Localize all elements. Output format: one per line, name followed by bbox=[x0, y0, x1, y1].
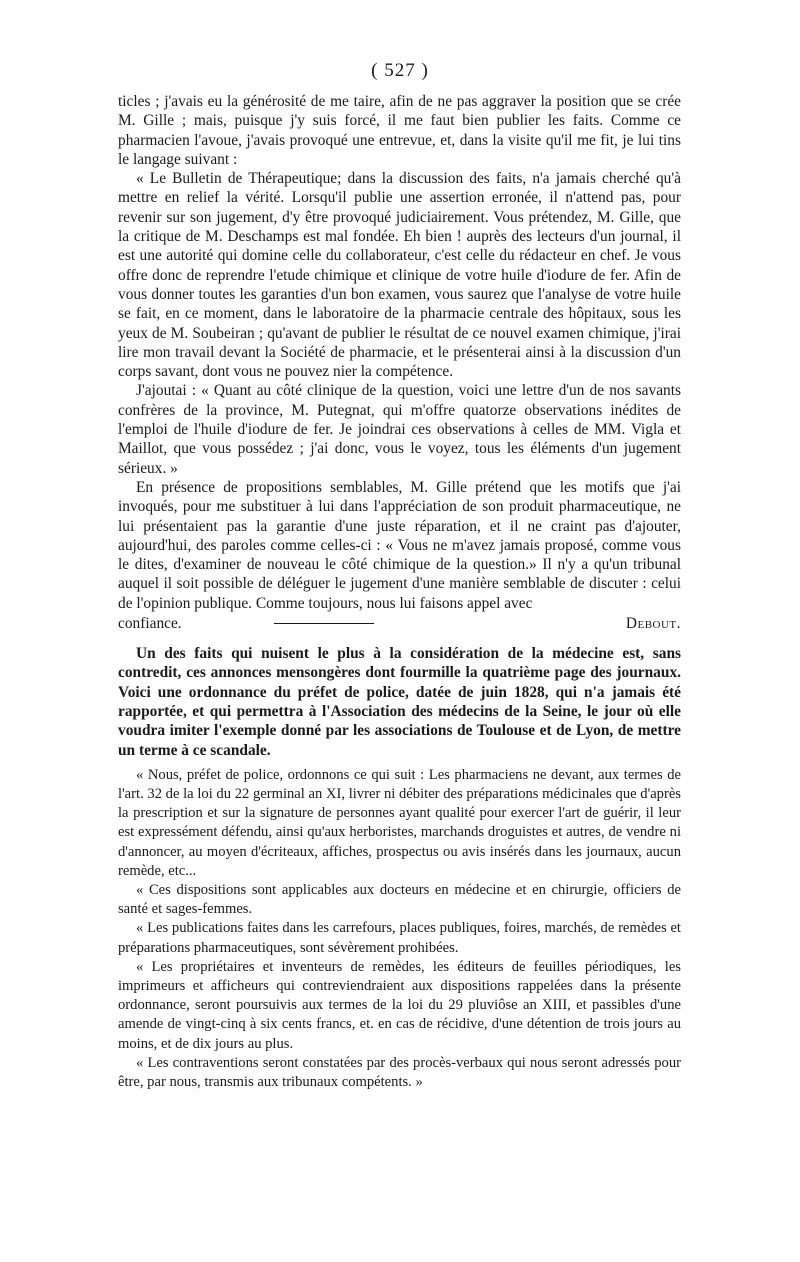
paragraph: « Les contraventions seront constatées par des procès-verbaux qui nous seront adressés pour être, par nous, transmis aux tribunaux compétents. » bbox=[118, 1054, 681, 1091]
text-column bbox=[118, 92, 681, 1092]
author-signature: Debout. bbox=[625, 614, 681, 632]
paragraph: J'ajoutai : « Quant au côté clinique de la question, voici une lettre d'un de nos savants confrères de la province, M. Putegnat, qui m'offre quatorze observations inédites de l'emploi de l'huile d'iodure de fer. Je joindrai ces observations à celles de MM. Vigla et Maillot, que vous possédez ; j'ai donc, vous le voyez, tous les éléments d'un jugement sérieux. » bbox=[118, 382, 681, 477]
paragraph: « Les propriétaires et inventeurs de remèdes, les éditeurs de feuilles périodiques, les imprimeurs et afficheurs qui contreviendraient aux dispositions rappelées dans la présente ordonnance, seront poursuivis aux termes de la loi du 29 pluviôse an XIII, et passibles d'une amende de vingt-cinq à six cents francs, et. en cas de récidive, d'une détention de trois jours au moins, et de dix jours au plus. bbox=[118, 958, 681, 1052]
section-gap bbox=[118, 634, 681, 644]
paragraph: « Les publications faites dans les carrefours, places publiques, foires, marchés, de remèdes et préparations pharmaceutiques, sont sévèrement prohibées. bbox=[118, 920, 681, 956]
page-number: ( 527 ) bbox=[371, 60, 429, 81]
paragraph: ticles ; j'avais eu la générosité de me taire, afin de ne pas aggraver la position que se crée M. Gille ; mais, puisque j'y suis forcé, il me faut bien publier les faits. Comme ce pharmacien l'avoue, j'avais provoqué une entrevue, et, dans la visite qu'il me fit, je lui tins le langage suivant : bbox=[118, 93, 681, 168]
paragraph: « Le Bulletin de Thérapeutique; dans la discussion des faits, n'a jamais cherché qu'à mettre en relief la vérité. Lorsqu'il publie une assertion erronée, il n'attend pas, pour revenir sur son jugement, d'y être provoqué judiciairement. Vous prétendez, M. Gille, que la critique de M. Deschamps est mal fondée. Eh bien ! auprès des lecteurs d'un journal, il est une autorité qui domine celle du collaborateur, c'est celle du rédacteur en chef. Je vous offre donc de reprendre l'etude chimique et clinique de votre huile d'iodure de fer. Afin de vous donner toutes les garanties d'un bon examen, vous saurez que l'analyse de votre huile se fait, en ce moment, dans le laboratoire de la pharmacie centrale des hôpitaux, sous les yeux de M. Soubeiran ; qu'avant de publier le résultat de ce nouvel examen chimique, j'irai lire mon travail devant la Société de pharmacie, et le présenterai ainsi à la discussion d'un corps savant, dont vous ne pouvez nier la compétence. bbox=[118, 170, 681, 381]
closing-word: confiance. bbox=[118, 614, 182, 632]
paragraph: « Ces dispositions sont applicables aux docteurs en médecine et en chirurgie, officiers de santé et sages-femmes. bbox=[118, 882, 681, 918]
paragraph: En présence de propositions semblables, M. Gille prétend que les motifs que j'ai invoqués, pour me substituer à lui dans l'appréciation de son produit pharmaceutique, ne lui présentaient pas la garantie d'une juste réparation, et il ne craint pas d'ajouter, aujourd'hui, des paroles comme celles-ci : « Vous ne m'avez jamais proposé, comme vous le dites, d'examiner de nouveau le côté chimique de la question.» Il n'y a qu'un tribunal auquel il soit possible de déléguer le jugement d'une manière semblable de discuter : celui de l'opinion publique. Comme toujours, nous lui faisons appel avec bbox=[118, 478, 681, 612]
signature-line bbox=[118, 613, 681, 634]
paragraph: Un des faits qui nuisent le plus à la considération de la médecine est, sans contredit, ces annonces mensongères dont fourmille la quatrième page des journaux. Voici une ordonnance du préfet de police, datée de juin 1828, qui n'a jamais été rapportée, et qui permettra à l'Association des médecins de la Seine, le jour où elle voudra imiter l'exemple donné par les associations de Toulouse et de Lyon, de mettre un terme à ce scandale. bbox=[118, 645, 681, 759]
separator-rule bbox=[274, 623, 374, 624]
paragraph: « Nous, préfet de police, ordonnons ce qui suit : Les pharmaciens ne devant, aux termes de l'art. 32 de la loi du 22 germinal an XI, livrer ni débiter des préparations médicinales que d'après la prescription et sur la signature de personnes ayant qualité pour exercer l'art de guérir, il leur est expressément défendu, ainsi qu'aux herboristes, marchands droguistes et autres, de vendre ni d'annoncer, au moyen d'écriteaux, affiches, prospectus ou avis insérés dans les journaux, aucun remède, etc... bbox=[118, 766, 681, 879]
